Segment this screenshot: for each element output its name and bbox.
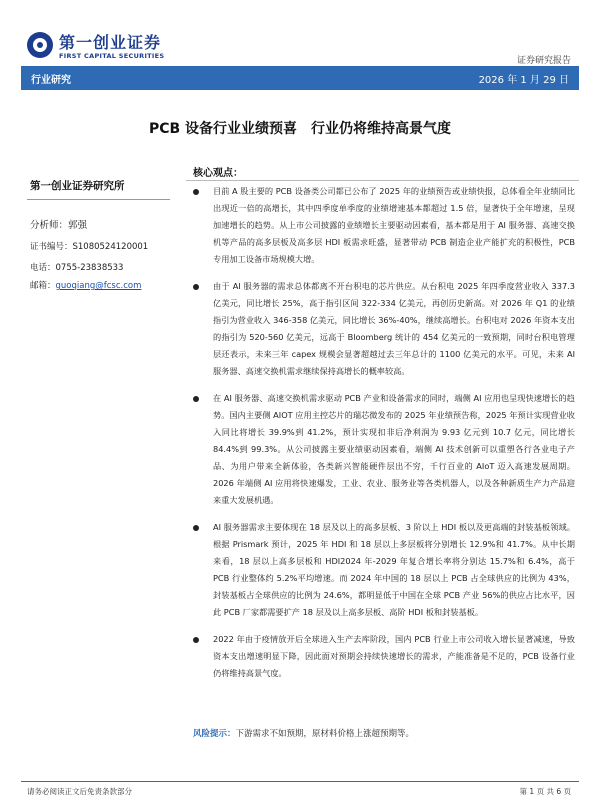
risk-label: 风险提示：: [193, 729, 236, 739]
email-line: [30, 279, 141, 291]
header-bar: [21, 66, 579, 90]
company-logo: [27, 30, 187, 66]
phone-number: 电话：0755-23838533: [30, 263, 124, 273]
section-label: 行业研究: [31, 75, 71, 86]
email-label: 邮箱：: [30, 281, 56, 291]
paragraph: [193, 278, 575, 380]
page-number: 第 1 页 共 6 页: [519, 787, 571, 796]
bullet-icon: [193, 284, 199, 290]
logo-chinese-name: 第一创业证券: [59, 33, 162, 52]
risk-text: 下游需求不如预期，原材料价格上涨超预期等。: [235, 729, 415, 739]
risk-warning: [193, 727, 414, 739]
paragraph: [193, 183, 575, 268]
footer-divider: [21, 781, 579, 782]
sidebar-divider: [27, 199, 170, 200]
bullet-icon: [193, 189, 199, 195]
institution-name: 第一创业证券研究所: [30, 180, 125, 192]
paragraph-text: 2022 年由于疫情放开后全球进入生产去库阶段，国内 PCB 行业上市公司收入增长显著减速，导致资本支出增速明显下降，因此面对预期会持续快速增长的需求，产能准备是不足的，PCB 设备行业仍将维持高景气度。: [213, 634, 575, 678]
paragraph: [193, 631, 575, 682]
report-type: 证券研究报告: [516, 56, 571, 66]
bullet-icon: [193, 396, 199, 402]
paragraph-text: 由于 AI 服务器的需求总体都离不开台积电的芯片供应。从台积电 2025 年四季度营业收入 337.3 亿美元，同比增长 25%，高于指引区间 322-334 亿美元，再创历史新高。对 2026 年 Q1 的业绩指引为营业收入 346-358 亿美元，同比增长 36%-40%，继续高增长。台积电对 2026 年资本支出的指引为 520-560 亿美元，远高于 Bloomberg 统计的 454 亿美元的一致预期，同时台积电管理层还表示，未来三年 capex 规模会显著超越过去三年总计的 1100 亿美元的水平。可见，未来 AI 服务器、高速交换机需求继续保持高增长的概率较高。: [213, 281, 575, 376]
analyst-name: 分析师：郭强: [30, 220, 88, 231]
paragraph: [193, 519, 575, 621]
core-heading: 核心观点：: [193, 168, 243, 179]
logo-mark-icon: [27, 32, 53, 58]
main-content: [193, 164, 575, 692]
paragraph-text: 在 AI 服务器、高速交换机需求驱动 PCB 产业和设备需求的同时，端侧 AI 应用也呈现快速增长的趋势。国内主要侧 AIOT 应用主控芯片的瑞芯微发布的 2025 年业绩预告称，2025 年预计实现营业收入同比将增长 39.9%到 41.2%，预计实现扣非后净利润为 9.93 亿元到 10.7 亿元，同比增长 84.4%到 99.3%。从公司披露主要业绩驱动因素看，端侧 AI 技术创新可以重塑各行各业电子产品、为用户带来全新体验，各类新兴智能硬件层出不穷，千行百业的 AIoT 迈入高速发展周期。2026 年端侧 AI 应用将快速爆发，工业、农业、服务业等各类机器人，以及各种新质生产力产品迎来重大发展机遇。: [213, 393, 575, 505]
report-date: 2026 年 1 月 29 日: [478, 75, 569, 86]
page-title: PCB 设备行业业绩预喜 行业仍将维持高景气度: [148, 121, 452, 137]
paragraph: [193, 390, 575, 509]
certificate-number: 证书编号：S1080524120001: [30, 242, 149, 252]
logo-english-name: FIRST CAPITAL SECURITIES: [59, 52, 165, 60]
bullet-icon: [193, 525, 199, 531]
paragraph-text: AI 服务器需求主要体现在 18 层及以上的高多层板、3 阶以上 HDI 板以及更高端的封装基板领域。根据 Prismark 预计，2025 年 HDI 和 18 层以上多层板将分别增长 12.9%和 41.7%。从中长期来看，18 层以上高多层板和 HDI2024 年-2029 年复合增长率将分别达 15.7%和 6.4%，高于 PCB 行业整体约 5.2%平均增速。而 2024 年中国的 18 层以上 PCB 占全球供应的比例为 43%，封装基板占全球供应的比例为 24.6%，都明显低于中国在全球 PCB 产业 56%的供应占比水平，因此 PCB 厂家都需要扩产 18 层及以上高多层板、高阶 HDI 板和封装基板。: [213, 522, 575, 617]
paragraph-text: 目前 A 股主要的 PCB 设备类公司都已公布了 2025 年的业绩预告或业绩快报，总体看全年业绩同比出现近一倍的高增长，其中四季度单季度的业绩增速基本都超过 1.5 倍，显著快于全年增速，呈现加速增长的趋势。从上市公司披露的业绩增长主要驱动因素看，基本都是用于 AI 服务器、高速交换机等产品的高多层板及高多层 HDI 板需求旺盛，显著带动 PCB 制造企业产能扩充的积极性，PCB 专用加工设备市场规模大增。: [213, 186, 575, 264]
bullet-icon: [193, 637, 199, 643]
footer-disclaimer: 请务必阅读正文后免责条款部分: [27, 787, 132, 796]
email-link[interactable]: guoqiang@fcsc.com: [55, 281, 142, 291]
